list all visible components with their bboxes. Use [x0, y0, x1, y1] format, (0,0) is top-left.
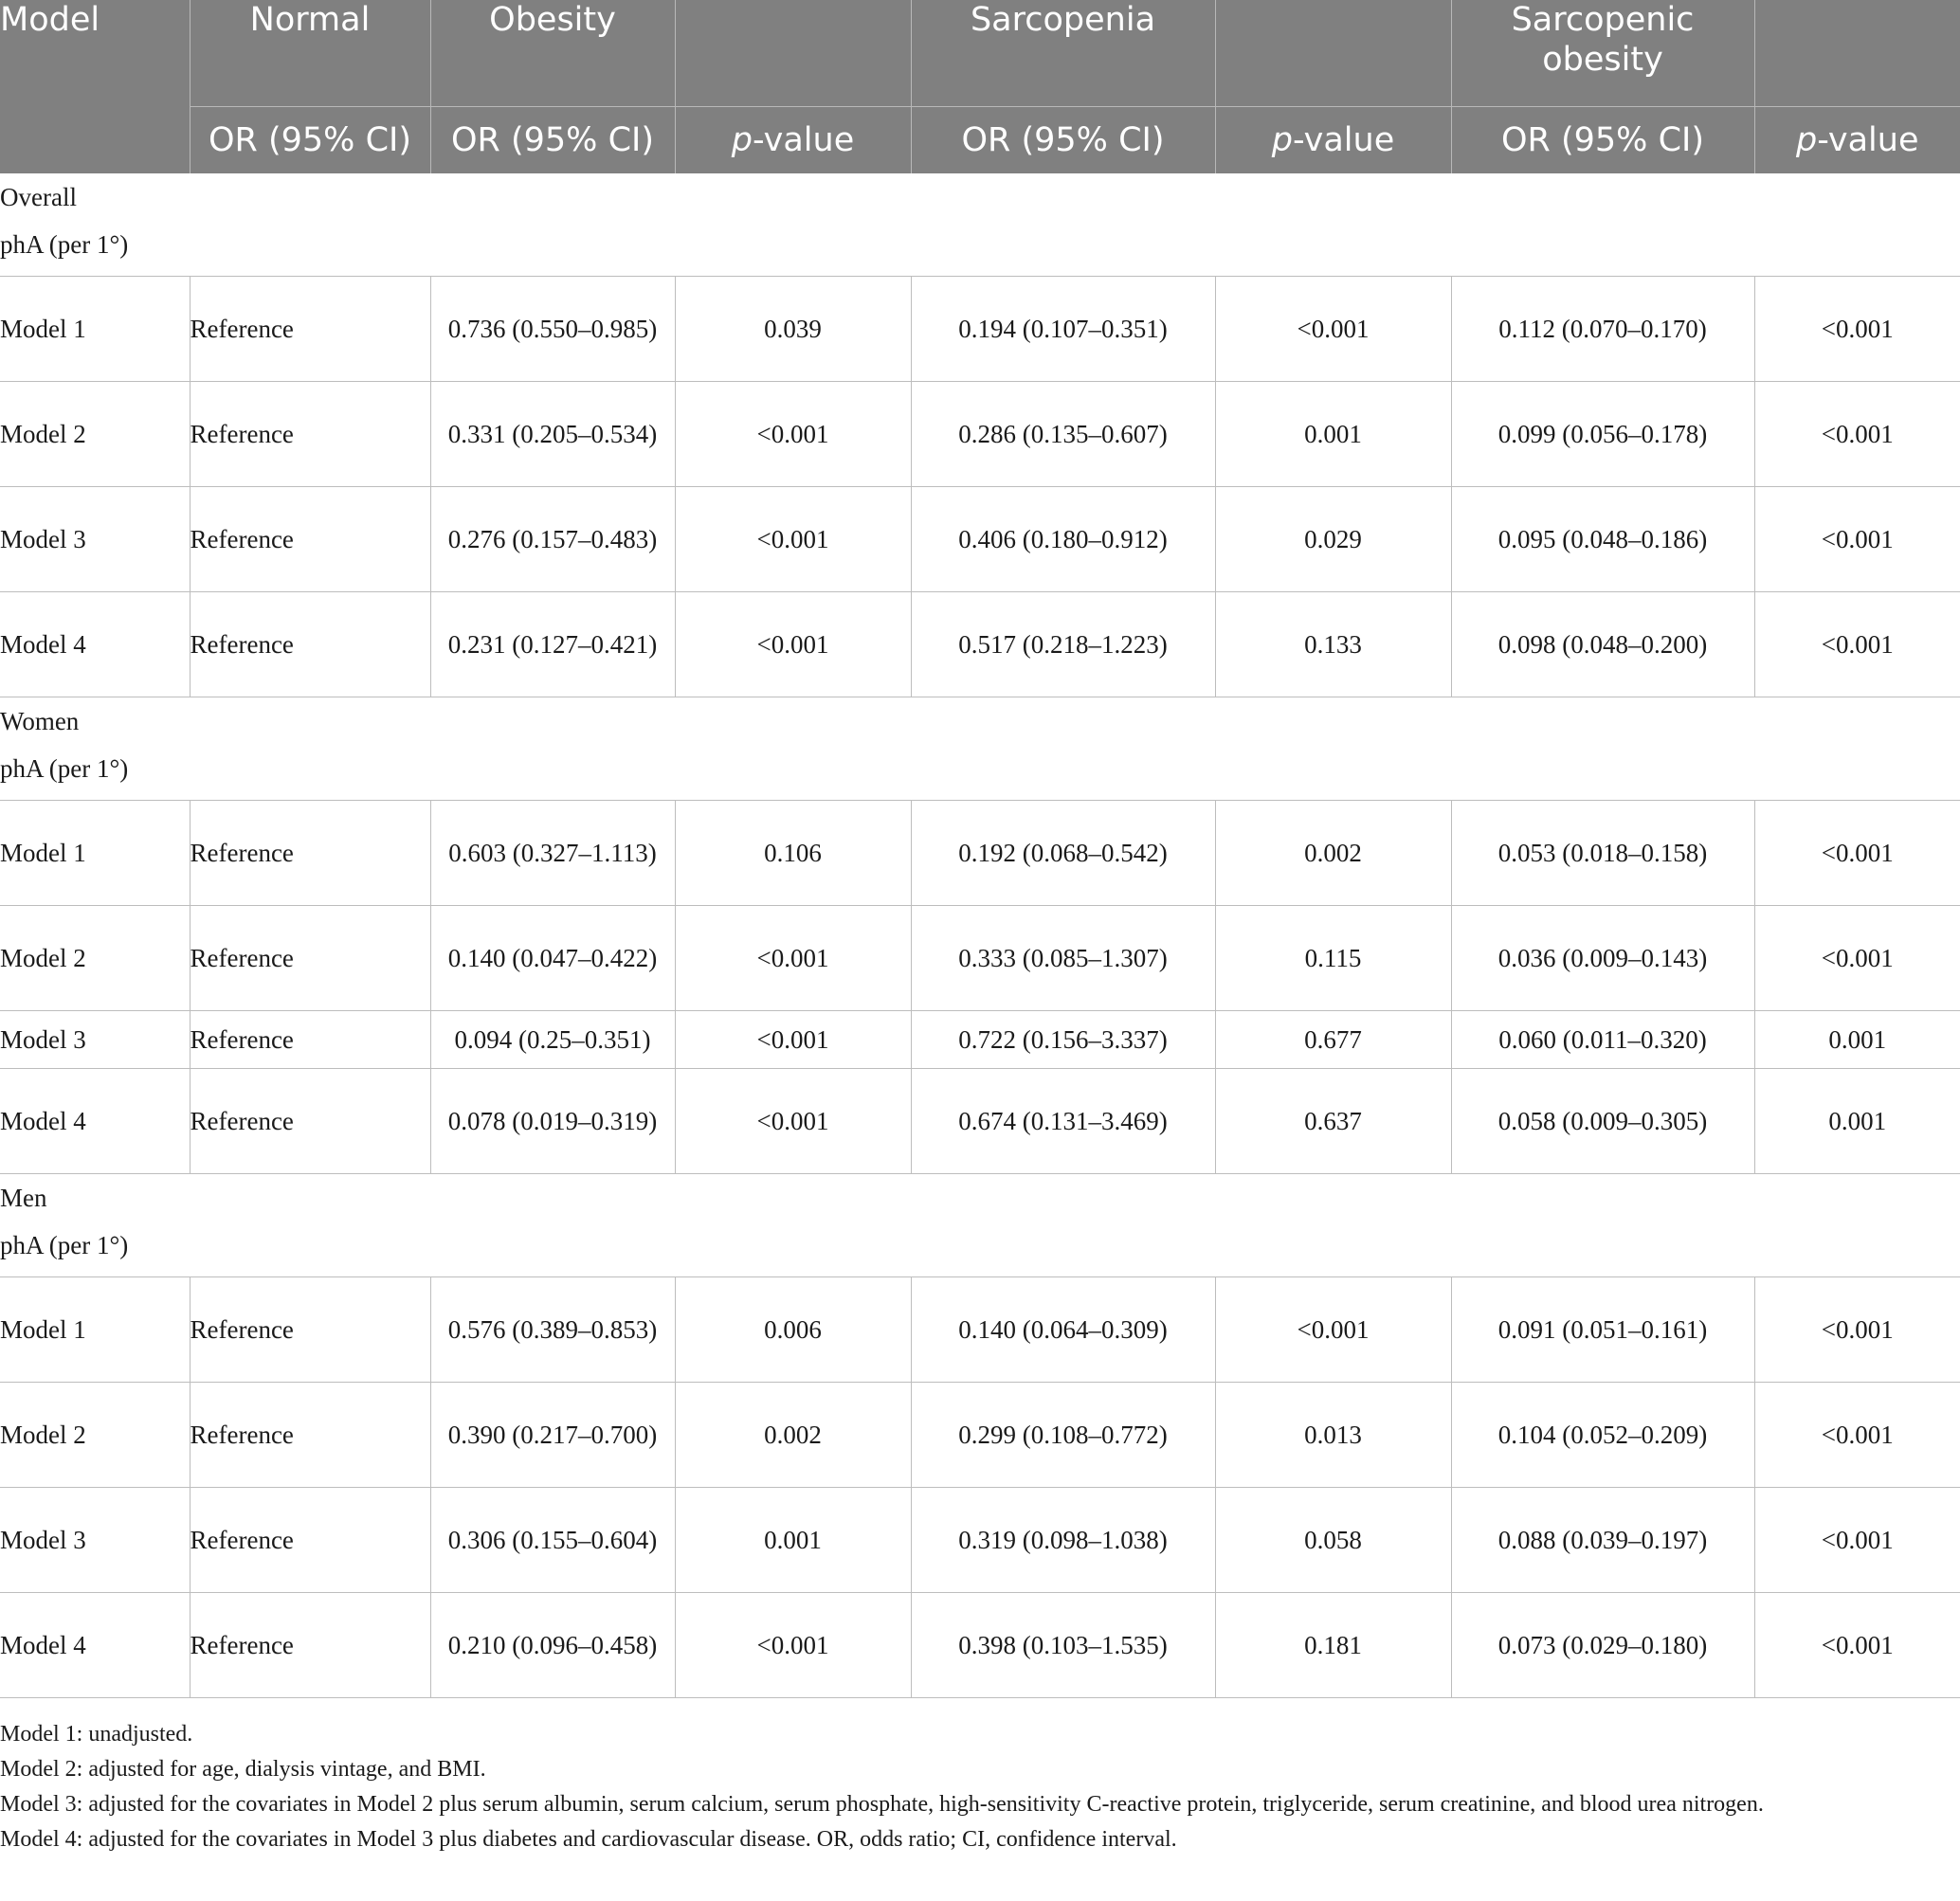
- obesity-p-value: <0.001: [675, 1011, 911, 1069]
- model-label: Model 1: [0, 801, 190, 906]
- header-or-ci: OR (95% CI): [190, 107, 430, 174]
- sarcopenic-obesity-or-ci: 0.053 (0.018–0.158): [1451, 801, 1754, 906]
- obesity-or-ci: 0.603 (0.327–1.113): [430, 801, 675, 906]
- header-row-stats: [0, 107, 1960, 174]
- sarcopenia-or-ci: 0.192 (0.068–0.542): [911, 801, 1215, 906]
- sarcopenia-or-ci: 0.140 (0.064–0.309): [911, 1277, 1215, 1383]
- header-p-value: p-value: [1215, 107, 1451, 174]
- model-label: Model 4: [0, 592, 190, 697]
- variable-name: phA (per 1°): [0, 1231, 129, 1259]
- obesity-p-value: <0.001: [675, 382, 911, 487]
- obesity-or-ci: 0.078 (0.019–0.319): [430, 1069, 675, 1174]
- sarcopenic-obesity-p-value: <0.001: [1754, 382, 1960, 487]
- sarcopenic-obesity-or-ci: 0.036 (0.009–0.143): [1451, 906, 1754, 1011]
- table-footnotes: [0, 1717, 1933, 1857]
- normal-or: Reference: [190, 906, 430, 1011]
- normal-or: Reference: [190, 1488, 430, 1593]
- obesity-p-value: <0.001: [675, 906, 911, 1011]
- sarcopenic-obesity-p-value: <0.001: [1754, 1277, 1960, 1383]
- sarcopenia-or-ci: 0.406 (0.180–0.912): [911, 487, 1215, 592]
- section-header-row: [0, 697, 1960, 801]
- sarcopenia-p-value: 0.058: [1215, 1488, 1451, 1593]
- obesity-or-ci: 0.390 (0.217–0.700): [430, 1383, 675, 1488]
- normal-or: Reference: [190, 487, 430, 592]
- normal-or: Reference: [190, 592, 430, 697]
- obesity-or-ci: 0.140 (0.047–0.422): [430, 906, 675, 1011]
- normal-or: Reference: [190, 801, 430, 906]
- model-label: Model 4: [0, 1069, 190, 1174]
- normal-or: Reference: [190, 1011, 430, 1069]
- model-label: Model 3: [0, 487, 190, 592]
- sarcopenic-obesity-p-value: <0.001: [1754, 592, 1960, 697]
- header-p-value: p-value: [675, 107, 911, 174]
- sarcopenic-obesity-p-value: <0.001: [1754, 906, 1960, 1011]
- section-label: [0, 697, 1960, 801]
- header-blank: [1754, 0, 1960, 107]
- model-label: Model 1: [0, 1277, 190, 1383]
- sarcopenic-obesity-or-ci: 0.099 (0.056–0.178): [1451, 382, 1754, 487]
- obesity-or-ci: 0.331 (0.205–0.534): [430, 382, 675, 487]
- sarcopenia-or-ci: 0.194 (0.107–0.351): [911, 277, 1215, 382]
- normal-or: Reference: [190, 1383, 430, 1488]
- sarcopenic-obesity-p-value: <0.001: [1754, 801, 1960, 906]
- obesity-p-value: 0.106: [675, 801, 911, 906]
- normal-or: Reference: [190, 1069, 430, 1174]
- sarcopenic-obesity-p-value: <0.001: [1754, 1593, 1960, 1698]
- variable-name: phA (per 1°): [0, 230, 129, 259]
- obesity-or-ci: 0.736 (0.550–0.985): [430, 277, 675, 382]
- section-label: [0, 1174, 1960, 1277]
- group-name: Overall: [0, 183, 77, 211]
- table-row: [0, 277, 1960, 382]
- header-blank: [1215, 0, 1451, 107]
- obesity-or-ci: 0.094 (0.25–0.351): [430, 1011, 675, 1069]
- sarcopenia-or-ci: 0.286 (0.135–0.607): [911, 382, 1215, 487]
- variable-name: phA (per 1°): [0, 754, 129, 783]
- sarcopenic-obesity-p-value: <0.001: [1754, 1488, 1960, 1593]
- group-name: Women: [0, 707, 80, 735]
- table-row: [0, 1488, 1960, 1593]
- header-or-ci: OR (95% CI): [1451, 107, 1754, 174]
- group-name: Men: [0, 1184, 47, 1212]
- model-label: Model 2: [0, 1383, 190, 1488]
- table-row: [0, 1383, 1960, 1488]
- header-obesity: Obesity: [430, 0, 675, 107]
- header-sarcopenia: Sarcopenia: [911, 0, 1215, 107]
- sarcopenia-or-ci: 0.398 (0.103–1.535): [911, 1593, 1215, 1698]
- obesity-p-value: <0.001: [675, 592, 911, 697]
- normal-or: Reference: [190, 382, 430, 487]
- table-body: [0, 173, 1960, 1698]
- sarcopenia-p-value: <0.001: [1215, 277, 1451, 382]
- table-row: [0, 801, 1960, 906]
- model-label: Model 2: [0, 906, 190, 1011]
- obesity-or-ci: 0.231 (0.127–0.421): [430, 592, 675, 697]
- model-label: Model 1: [0, 277, 190, 382]
- header-p-value: p-value: [1754, 107, 1960, 174]
- sarcopenia-p-value: 0.029: [1215, 487, 1451, 592]
- normal-or: Reference: [190, 1593, 430, 1698]
- table-row: [0, 906, 1960, 1011]
- sarcopenic-obesity-p-value: 0.001: [1754, 1011, 1960, 1069]
- header-normal: Normal: [190, 0, 430, 107]
- sarcopenia-p-value: 0.001: [1215, 382, 1451, 487]
- header-row-groups: [0, 0, 1960, 107]
- sarcopenia-p-value: 0.181: [1215, 1593, 1451, 1698]
- obesity-p-value: <0.001: [675, 1593, 911, 1698]
- header-or-ci: OR (95% CI): [430, 107, 675, 174]
- footnote: Model 3: adjusted for the covariates in Model 2 plus serum albumin, serum calcium, serum phosphate, high-sensitivity C-reactive protein, triglyceride, serum creatinine, and blood urea nitrogen.: [0, 1792, 1764, 1817]
- sarcopenic-obesity-or-ci: 0.098 (0.048–0.200): [1451, 592, 1754, 697]
- obesity-p-value: <0.001: [675, 487, 911, 592]
- model-label: Model 2: [0, 382, 190, 487]
- table-row: [0, 1069, 1960, 1174]
- sarcopenia-p-value: 0.637: [1215, 1069, 1451, 1174]
- obesity-p-value: 0.006: [675, 1277, 911, 1383]
- normal-or: Reference: [190, 1277, 430, 1383]
- sarcopenic-obesity-or-ci: 0.058 (0.009–0.305): [1451, 1069, 1754, 1174]
- table-row: [0, 1277, 1960, 1383]
- table-row: [0, 1593, 1960, 1698]
- section-label: [0, 173, 1960, 277]
- sarcopenic-obesity-or-ci: 0.073 (0.029–0.180): [1451, 1593, 1754, 1698]
- obesity-p-value: <0.001: [675, 1069, 911, 1174]
- model-label: Model 3: [0, 1488, 190, 1593]
- sarcopenia-p-value: 0.133: [1215, 592, 1451, 697]
- normal-or: Reference: [190, 277, 430, 382]
- sarcopenia-or-ci: 0.333 (0.085–1.307): [911, 906, 1215, 1011]
- header-blank: [675, 0, 911, 107]
- sarcopenia-or-ci: 0.319 (0.098–1.038): [911, 1488, 1215, 1593]
- table-row: [0, 487, 1960, 592]
- model-label: Model 3: [0, 1011, 190, 1069]
- header-blank: [0, 107, 190, 174]
- table-row: [0, 1011, 1960, 1069]
- sarcopenia-p-value: 0.013: [1215, 1383, 1451, 1488]
- sarcopenic-obesity-p-value: <0.001: [1754, 487, 1960, 592]
- obesity-or-ci: 0.276 (0.157–0.483): [430, 487, 675, 592]
- section-header-row: [0, 1174, 1960, 1277]
- sarcopenic-obesity-or-ci: 0.112 (0.070–0.170): [1451, 277, 1754, 382]
- model-label: Model 4: [0, 1593, 190, 1698]
- obesity-or-ci: 0.576 (0.389–0.853): [430, 1277, 675, 1383]
- sarcopenic-obesity-or-ci: 0.060 (0.011–0.320): [1451, 1011, 1754, 1069]
- sarcopenic-obesity-or-ci: 0.091 (0.051–0.161): [1451, 1277, 1754, 1383]
- sarcopenia-p-value: 0.115: [1215, 906, 1451, 1011]
- sarcopenic-obesity-p-value: <0.001: [1754, 1383, 1960, 1488]
- sarcopenia-p-value: 0.002: [1215, 801, 1451, 906]
- sarcopenia-or-ci: 0.517 (0.218–1.223): [911, 592, 1215, 697]
- sarcopenia-or-ci: 0.722 (0.156–3.337): [911, 1011, 1215, 1069]
- footnote: Model 2: adjusted for age, dialysis vintage, and BMI.: [0, 1757, 486, 1782]
- obesity-p-value: 0.001: [675, 1488, 911, 1593]
- footnote: Model 4: adjusted for the covariates in Model 3 plus diabetes and cardiovascular disease. OR, odds ratio; CI, confidence interval.: [0, 1827, 1177, 1852]
- sarcopenia-p-value: 0.677: [1215, 1011, 1451, 1069]
- footnote: Model 1: unadjusted.: [0, 1722, 193, 1747]
- sarcopenic-obesity-or-ci: 0.095 (0.048–0.186): [1451, 487, 1754, 592]
- sarcopenic-obesity-p-value: 0.001: [1754, 1069, 1960, 1174]
- obesity-p-value: 0.002: [675, 1383, 911, 1488]
- sarcopenic-obesity-or-ci: 0.104 (0.052–0.209): [1451, 1383, 1754, 1488]
- section-header-row: [0, 173, 1960, 277]
- sarcopenia-or-ci: 0.674 (0.131–3.469): [911, 1069, 1215, 1174]
- table-row: [0, 592, 1960, 697]
- sarcopenia-p-value: <0.001: [1215, 1277, 1451, 1383]
- header-sarcopenic-obesity: Sarcopenic obesity: [1451, 0, 1754, 107]
- sarcopenic-obesity-or-ci: 0.088 (0.039–0.197): [1451, 1488, 1754, 1593]
- obesity-or-ci: 0.210 (0.096–0.458): [430, 1593, 675, 1698]
- obesity-p-value: 0.039: [675, 277, 911, 382]
- sarcopenic-obesity-p-value: <0.001: [1754, 277, 1960, 382]
- obesity-or-ci: 0.306 (0.155–0.604): [430, 1488, 675, 1593]
- header-model: Model: [0, 0, 190, 107]
- table-row: [0, 382, 1960, 487]
- header-or-ci: OR (95% CI): [911, 107, 1215, 174]
- sarcopenia-or-ci: 0.299 (0.108–0.772): [911, 1383, 1215, 1488]
